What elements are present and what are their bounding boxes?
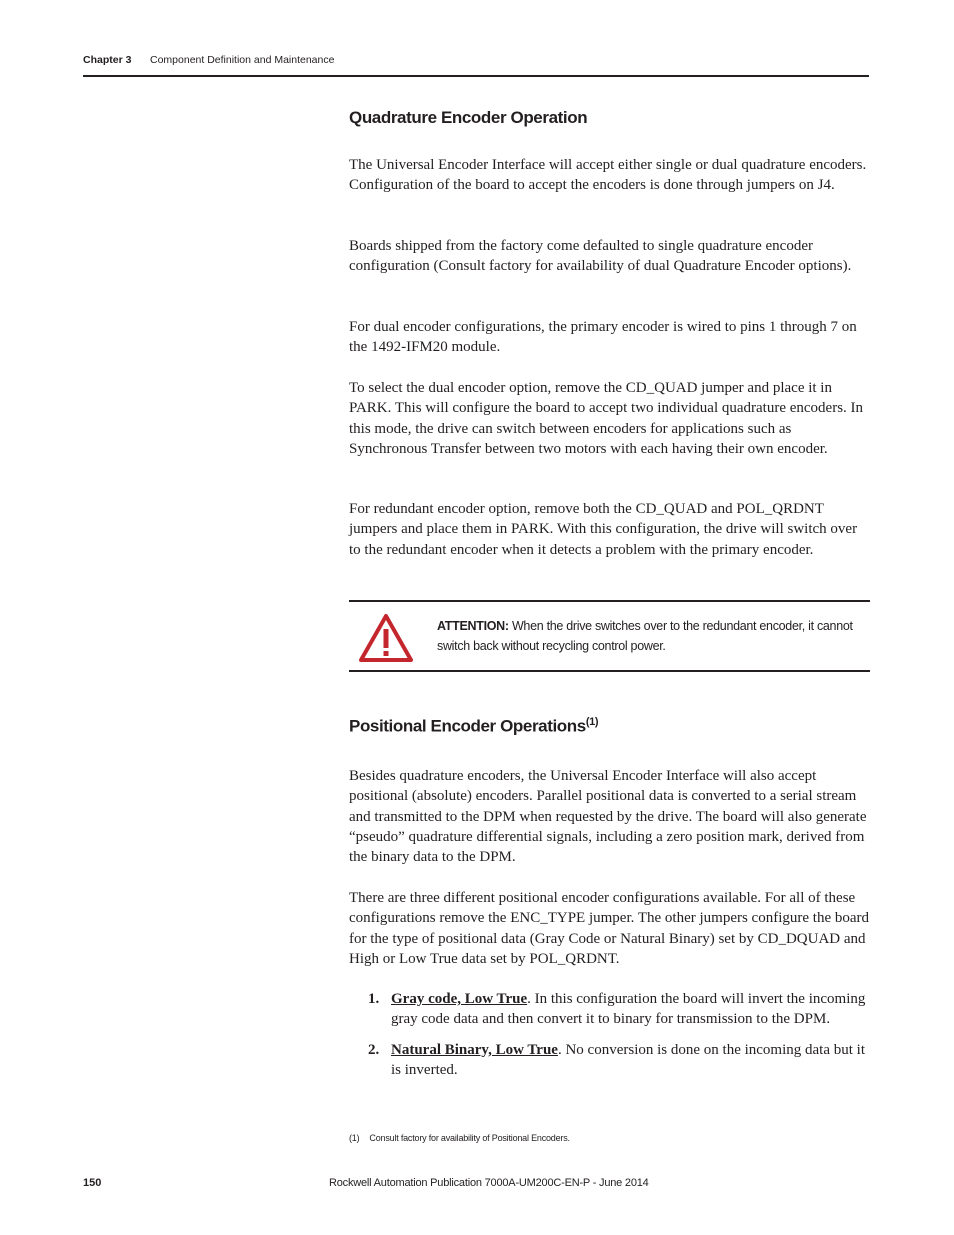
page-header bbox=[83, 53, 869, 77]
list-number: 2. bbox=[368, 1041, 380, 1058]
numbered-list bbox=[368, 989, 868, 1080]
paragraph: For dual encoder configurations, the primary encoder is wired to pins 1 through 7 on the 1492-IFM20 module. bbox=[349, 319, 857, 356]
list-text: . In this configuration the board will invert the incoming gray code data and then convert it to binary for transmission to the DPM. bbox=[391, 991, 866, 1028]
paragraph: For redundant encoder option, remove both the CD_QUAD and POL_QRDNT jumpers and place them in PARK. With this configuration, the drive will switch over to the redundant encoder when it detects a problem with the primary encoder. bbox=[349, 501, 858, 558]
heading-text: Positional Encoder Operations bbox=[349, 716, 586, 736]
publication-info: Rockwell Automation Publication 7000A-UM200C-EN-P - June 2014 bbox=[329, 1177, 649, 1189]
section-heading-positional bbox=[349, 716, 869, 737]
page-number: 150 bbox=[83, 1177, 102, 1189]
list-term: Natural Binary, Low True bbox=[391, 1041, 558, 1058]
warning-triangle-icon bbox=[358, 613, 414, 663]
attention-box bbox=[349, 600, 870, 672]
list-term: Gray code, Low True bbox=[391, 991, 528, 1007]
list-text: . No conversion is done on the incoming data but it is inverted. bbox=[391, 1041, 865, 1078]
paragraph: There are three different positional encoder configurations available. For all of these configurations remove the ENC_TYPE jumper. The other jumpers configure the board for the type of positional data (Gray Code or Natural Binary) set by CD_DQUAD and High or Low True data set by POL_QRDNT. bbox=[349, 890, 870, 967]
paragraph: Boards shipped from the factory come defaulted to single quadrature encoder configuration (Consult factory for availability of dual Quadrature Encoder options). bbox=[349, 238, 852, 275]
footnote bbox=[349, 1133, 570, 1143]
footnote-reference: (1) bbox=[585, 716, 599, 728]
paragraph: The Universal Encoder Interface will accept either single or dual quadrature encoders. Configuration of the board to accept the encoders is done through jumpers on J4. bbox=[349, 157, 867, 194]
paragraph: Besides quadrature encoders, the Universal Encoder Interface will also accept positional (absolute) encoders. Parallel positional data is converted to a serial stream and transmitted to the DPM when requested by the drive. The board will also generate “pseudo” quadrature differential signals, including a zero position mark, derived from the binary data to the DPM. bbox=[349, 768, 867, 866]
footnote-mark: (1) bbox=[349, 1133, 360, 1143]
list-number: 1. bbox=[368, 991, 380, 1007]
chapter-title: Component Definition and Maintenance bbox=[150, 54, 335, 66]
footnote-text: Consult factory for availability of Positional Encoders. bbox=[369, 1133, 570, 1143]
attention-message: When the drive switches over to the redundant encoder, it cannot switch back without recycling control power. bbox=[437, 619, 853, 653]
attention-label: ATTENTION: bbox=[437, 619, 509, 633]
chapter-label: Chapter 3 bbox=[83, 54, 132, 66]
list-item bbox=[368, 1040, 868, 1081]
paragraph: To select the dual encoder option, remove the CD_QUAD jumper and place it in PARK. This will configure the board to accept two individual quadrature encoders. In this mode, the drive can switch between encoders for applications such as Synchronous Transfer between two motors with each having their own encoder. bbox=[349, 380, 864, 457]
list-item bbox=[368, 989, 868, 1030]
section-heading-quadrature: Quadrature Encoder Operation bbox=[349, 108, 588, 127]
attention-text bbox=[437, 616, 862, 656]
